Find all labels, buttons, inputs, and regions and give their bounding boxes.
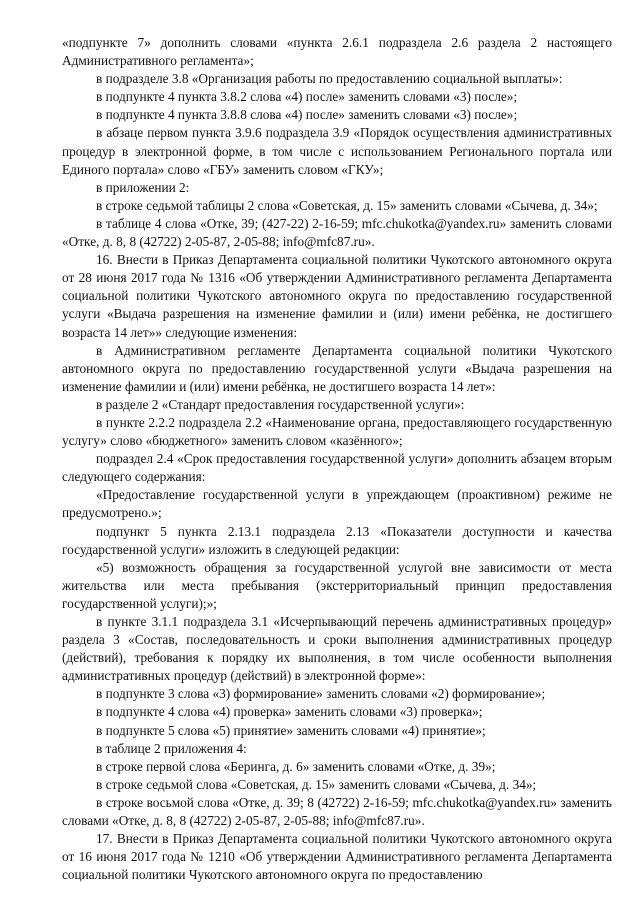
paragraph-subsection-2-4: подраздел 2.4 «Срок предоставления государственной услуги» дополнить абзацем вторым следующего содержания: [62, 451, 612, 485]
paragraph-subitem-3: в подпункте 3 слова «3) формирование» заменить словами «2) формирование»; [96, 686, 546, 702]
paragraph-row-8: в строке восьмой слова «Отке, д. 39; 8 (42722) 2-16-59; mfc.chukotka@yandex.ru» заменить словами «Отке, д. 8, 8 (42722) 2-05-87, 2-05-88; info@mfc87.ru». [62, 794, 612, 829]
paragraph-section-2: в разделе 2 «Стандарт предоставления государственной услуги»: [96, 396, 465, 412]
paragraph-clause-17: 17. Внести в Приказ Департамента социальной политики Чукотского автономного округа от 16 июня 2017 года № 1210 «Об утверждении Административного регламента Департамента социальной политики Чукотского автономного округа по предоставлению [62, 831, 612, 883]
paragraph-item-2-2-2: в пункте 2.2.2 подраздела 2.2 «Наименование органа, предоставляющего государственную услугу» слово «бюджетного» заменить словом «казённого»; [62, 414, 612, 449]
paragraph-item-3-8-2: в подпункте 4 пункта 3.8.2 слова «4) после» заменить словами «3) после»; [96, 89, 518, 105]
document-page [62, 34, 612, 884]
paragraph-item-3-8-8: в подпункте 4 пункта 3.8.8 слова «4) после» заменить словами «3) после»; [96, 107, 518, 123]
paragraph-item-3-9-6: в абзаце первом пункта 3.9.6 подраздела 3.9 «Порядок осуществления административных процедур в электронной форме, в том числе с использованием Регионального портала или Единого портала» слово «ГБУ» заменить словом «ГКУ»; [62, 125, 612, 177]
paragraph-clause-16: 16. Внести в Приказ Департамента социальной политики Чукотского автономного округа от 28 июня 2017 года № 1316 «Об утверждении Административного регламента Департамента социальной политики Чукотского автономного округа по предоставлению государственной услуги «Выдача разрешения на изменение фамилии и (или) имени ребёнка, не достигшего возраста 14 лет»» следующие изменения: [62, 252, 612, 340]
paragraph-subitem-5: в подпункте 5 слова «5) принятие» заменить словами «4) принятие»; [96, 722, 486, 738]
paragraph-extraterritorial: «5) возможность обращения за государственной услугой вне зависимости от места жительства или места пребывания (экстерриториальный принцип предоставления государственной услуги);»; [62, 559, 612, 611]
paragraph-subitem-4: в подпункте 4 слова «4) проверка» заменить словами «3) проверка»; [96, 704, 483, 720]
paragraph-continuation: «подпункте 7» дополнить словами «пункта 2.6.1 подраздела 2.6 раздела 2 настоящего Административного регламента»; [62, 35, 612, 69]
paragraph-row-1: в строке первой слова «Беринга, д. 6» заменить словами «Отке, д. 39»; [96, 758, 496, 774]
paragraph-table-4: в таблице 4 слова «Отке, 39; (427-22) 2-16-59; mfc.chukotka@yandex.ru» заменить словами «Отке, д. 8, 8 (42722) 2-05-87, 2-05-88; info@mfc87.ru». [62, 215, 612, 250]
paragraph-subsection-3-8: в подразделе 3.8 «Организация работы по предоставлению социальной выплаты»: [96, 71, 563, 87]
paragraph-appendix-4-table-2: в таблице 2 приложения 4: [96, 740, 247, 756]
paragraph-table-2-row-7: в строке седьмой таблицы 2 слова «Советская, д. 15» заменить словами «Сычева, д. 34»; [96, 197, 598, 213]
paragraph-row-7: в строке седьмой слова «Советская, д. 15» заменить словами «Сычева, д. 34»; [96, 776, 537, 792]
paragraph-item-3-1-1: в пункте 3.1.1 подраздела 3.1 «Исчерпывающий перечень административных процедур» раздела 3 «Состав, последовательность и сроки выполнения административных процедур (действий), требования к порядку их выполнения, в том числе особенности выполнения административных процедур (действий) в электронной форме»: [62, 614, 612, 684]
paragraph-regulation-intro: в Административном регламенте Департамента социальной политики Чукотского автономного округа по предоставлению государственной услуги «Выдача разрешения на изменение фамилии и (или) имени ребёнка, не достигшего возраста 14 лет»: [62, 342, 612, 394]
paragraph-item-2-13-1: подпункт 5 пункта 2.13.1 подраздела 2.13 «Показатели доступности и качества государственной услуги» изложить в следующей редакции: [62, 523, 612, 557]
paragraph-proactive-mode: «Предоставление государственной услуги в упреждающем (проактивном) режиме не предусмотрено.»; [62, 487, 612, 521]
paragraph-appendix-2: в приложении 2: [96, 179, 190, 195]
